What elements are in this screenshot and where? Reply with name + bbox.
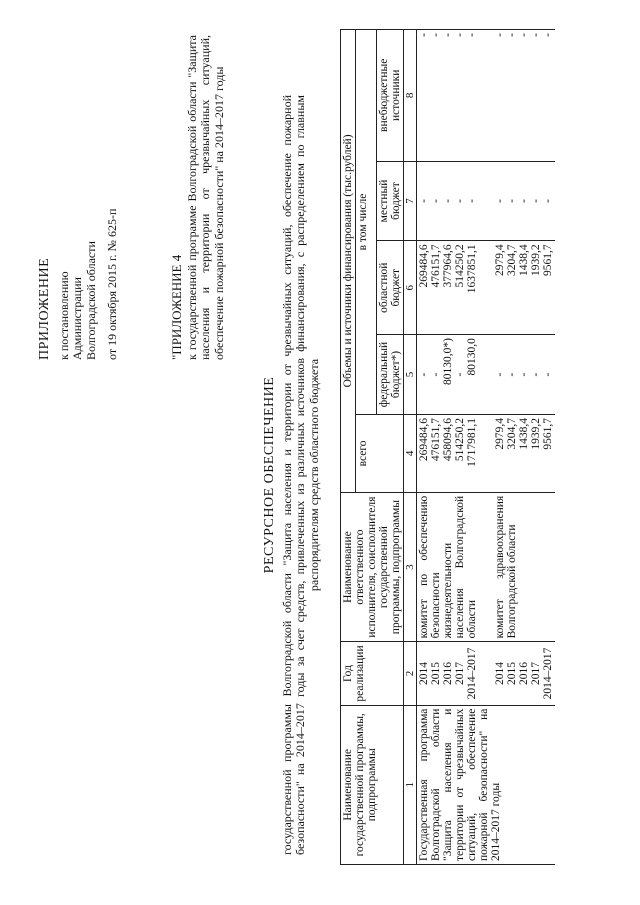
column-number: 5 [404,335,417,415]
executor-cell: комитет здравоохранения Волгоградской области [494,495,518,639]
regional-cell: 269484,6 476151,7 377964,6 514250,2 1637851,1 [418,244,478,294]
header-regional: областной бюджет [377,241,404,335]
executor-cell: комитет по обеспечению безопасности жизнедеятельности населения Волгоградской области [417,492,480,642]
document-heading [263,95,321,855]
resolution-line-2: Администрации [70,277,84,360]
extra-cell: - - - - - [494,33,554,37]
total-cell: 2979,4 3204,7 1438,4 1939,2 9561,7 [494,417,554,450]
federal-cell: - - - - - [494,372,554,377]
local-cell: - - - - - [418,199,478,203]
local-cell: - - - - - [494,199,554,203]
column-number: 8 [404,30,417,162]
years-cell: 2014 2015 2016 2017 2014–2017 [494,647,554,700]
column-number: 7 [404,161,417,241]
header-year: Год реализации [341,642,404,705]
extra-cell: - - - - - [418,33,478,37]
approval-block [38,40,120,360]
header-total: всего [356,414,404,492]
header-executor: Наименование ответственного исполнителя, соисполнителя государственной программы, подпрограммы [341,492,404,642]
column-number: 6 [404,241,417,335]
header-volume: Объемы и источники финансирования (тыс.рублей) [341,30,356,493]
column-number: 1 [404,705,417,864]
header-including: в том числе [356,30,377,415]
appendix-4-title: "ПРИЛОЖЕНИЕ 4 [169,254,184,360]
appendix-4-block [170,35,226,360]
regional-cell: 2979,4 3204,7 1438,4 1939,2 9561,7 [494,244,554,276]
resolution-line-1: к постановлению [56,271,71,360]
header-extra: внебюджетные источники [377,30,404,162]
column-number: 3 [404,492,417,642]
heading-title: РЕСУРСНОЕ ОБЕСПЕЧЕНИЕ [262,376,277,574]
column-number: 4 [404,414,417,492]
resource-table [340,29,555,865]
appendix-title: ПРИЛОЖЕНИЕ [37,257,52,360]
federal-cell: - - 80130,0*) - 80130,0 [418,338,478,386]
resolution-line-3: Волгоградской области [83,241,98,360]
years-cell: 2014 2015 2016 2017 2014–2017 [418,647,478,700]
program-name-cell: Государственная программа Волгоградской области "Защита населения и территории от чрезвычайных ситуаций, обеспечение пожарной безопасности" на 2014–2017 годы [417,705,556,864]
header-federal: федеральный бюджет*) [377,335,404,415]
header-program: Наименование государственной программы, подпрограммы [341,705,404,864]
table-row [417,30,480,865]
column-numbers-row [404,30,417,865]
header-local: местный бюджет [377,161,404,241]
appendix-4-text: к государственной программе Волгоградской области "Защита населения и территории от чрезвычайных ситуаций, обеспечение пожарной безопасности" на 2014–2017 годы [184,35,226,360]
heading-subtitle: государственной программы Волгоградской области "Защита населения и территории от чрезвычайных ситуаций, обеспечение пожарной безопасности" на 2014–2017 годы за счет средств, привлеченных из различных источников финансирования, с распределением по главным распорядителям средств областного бюджета [279,95,321,855]
total-cell: 269484,6 476151,7 458094,6 514250,2 1717981,1 [418,417,478,467]
resolution-date: от 19 октября 2015 г. № 625-п [105,208,119,360]
column-number: 2 [404,642,417,705]
